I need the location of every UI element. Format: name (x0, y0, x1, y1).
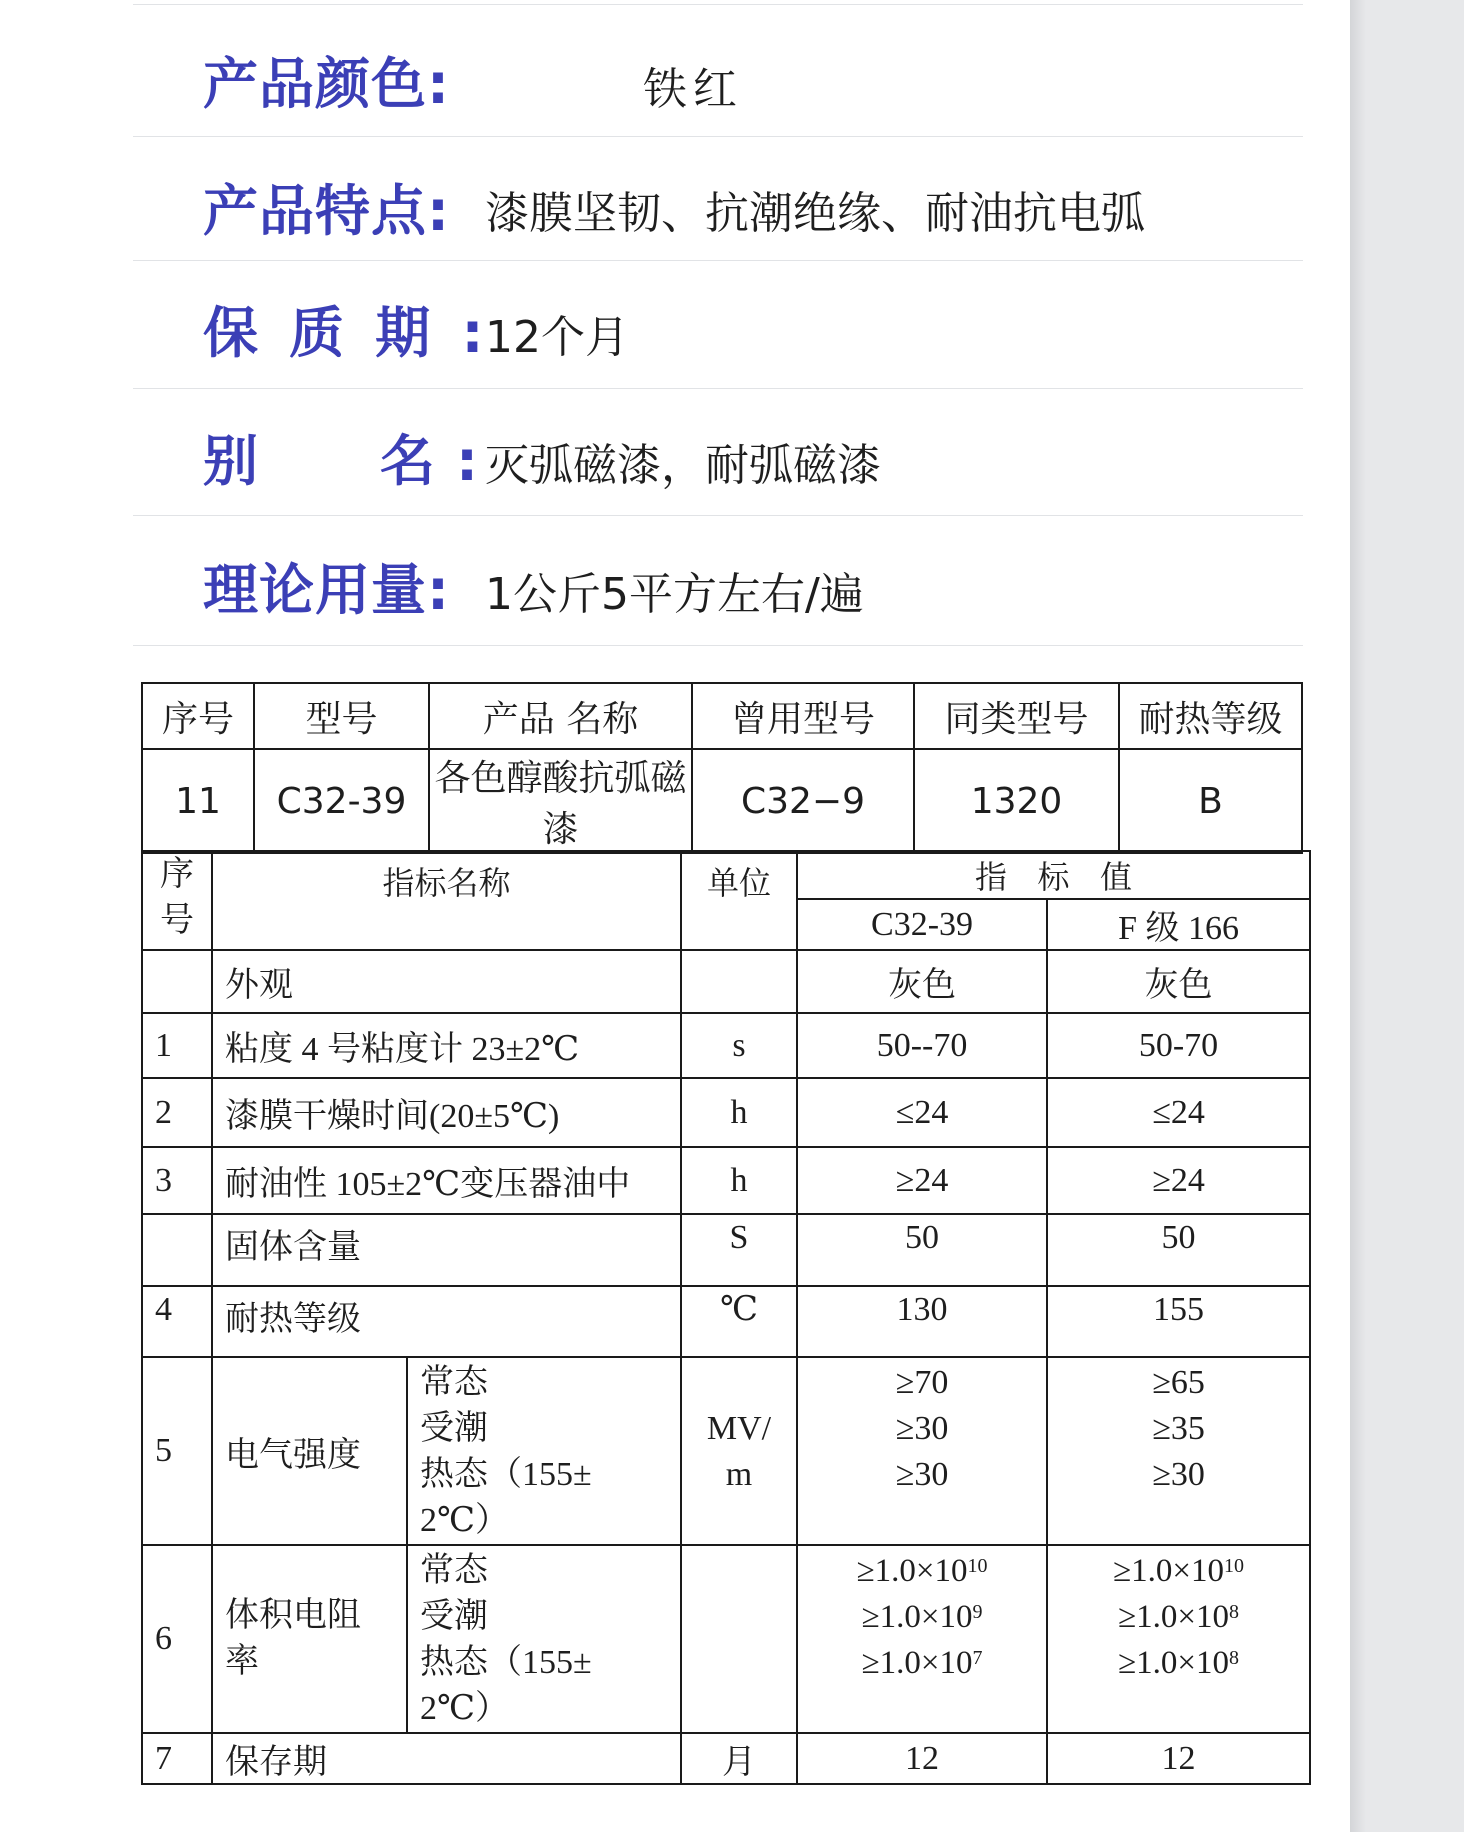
info-row-features (133, 137, 1303, 261)
header-cell: 曾用型号 (692, 683, 914, 749)
header-cell: 序号 (142, 683, 254, 749)
table-cell: C32-39 (254, 749, 429, 853)
row-value-b (1047, 1545, 1310, 1733)
unit-line: MV/ (706, 1410, 772, 1447)
spec-header-row (142, 851, 1310, 899)
name-line: 率 (225, 1643, 259, 1680)
header-no (142, 851, 212, 950)
sub-condition: 热态（155± (420, 1456, 592, 1493)
shelf-life-value: 12个月 (485, 312, 629, 363)
value-line: ≥30 (895, 1456, 949, 1493)
row-unit: ℃ (681, 1286, 797, 1357)
sub-condition: 热态（155± (420, 1644, 592, 1681)
table-row (142, 1214, 1310, 1286)
value-line: $\ge 1.0\times 10^8$ (1118, 1599, 1240, 1635)
header-cell: 型号 (254, 683, 429, 749)
row-no: 2 (142, 1078, 212, 1147)
row-no (142, 1214, 212, 1286)
name-line: 体积电阻 (225, 1597, 361, 1634)
value-line: ≥35 (1152, 1410, 1205, 1447)
row-unit: 月 (681, 1733, 797, 1784)
value-line: ≥30 (895, 1410, 949, 1447)
row-value-b: 灰色 (1047, 950, 1310, 1013)
row-no: 5 (142, 1357, 212, 1545)
header-cell: 同类型号 (914, 683, 1119, 749)
row-no: 4 (142, 1286, 212, 1357)
color-value: 铁红 (643, 64, 743, 115)
value-line: ≥70 (895, 1364, 949, 1401)
row-no: 6 (142, 1545, 212, 1733)
product-table-row (142, 749, 1302, 853)
row-unit: s (681, 1013, 797, 1078)
row-unit (681, 950, 797, 1013)
header-value: 指 标 值 (797, 851, 1310, 899)
row-name: 耐热等级 (212, 1286, 681, 1357)
table-row (142, 950, 1310, 1013)
row-name: 电气强度 (212, 1357, 407, 1545)
info-row-usage (133, 516, 1303, 646)
row-name (212, 1545, 407, 1733)
row-value-a: 12 (797, 1733, 1047, 1784)
value-line: ≥65 (1152, 1364, 1205, 1401)
header-col-b: F 级 166 (1047, 899, 1310, 950)
row-unit (681, 1357, 797, 1545)
sub-condition: 常态 (420, 1364, 488, 1401)
row-value-a: ≤24 (797, 1078, 1047, 1147)
usage-label: 理论用量: (203, 558, 450, 622)
table-cell: 1320 (914, 749, 1119, 853)
row-unit: S (681, 1214, 797, 1286)
row-sub-conditions (407, 1545, 681, 1733)
usage-value: 1公斤5平方左右/遍 (485, 569, 864, 620)
row-name: 保存期 (212, 1733, 681, 1784)
info-row-color (133, 0, 1303, 137)
table-cell: 各色醇酸抗弧磁漆 (429, 749, 692, 853)
divider (133, 4, 1303, 5)
table-row (142, 1147, 1310, 1214)
info-row-alias (133, 389, 1303, 516)
table-row (142, 1013, 1310, 1078)
table-cell: C32−9 (692, 749, 914, 853)
value-line: $\ge 1.0\times 10^9$ (861, 1599, 983, 1635)
header-cell: 产品 名称 (429, 683, 692, 749)
value-line: $\ge 1.0\times 10^8$ (1118, 1645, 1240, 1681)
shelf-life-label: 保 质 期 : (203, 301, 490, 365)
features-label: 产品特点: (203, 179, 450, 243)
row-no (142, 950, 212, 1013)
color-label: 产品颜色: (203, 52, 450, 116)
row-value-a: 灰色 (797, 950, 1047, 1013)
row-value-b (1047, 1357, 1310, 1545)
row-value-a: 50--70 (797, 1013, 1047, 1078)
row-value-b: 50-70 (1047, 1013, 1310, 1078)
alias-label: 别 名 : (203, 429, 480, 493)
row-value-b: ≥24 (1047, 1147, 1310, 1214)
row-value-a: 50 (797, 1214, 1047, 1286)
alias-value: 灭弧磁漆，耐弧磁漆 (485, 440, 881, 491)
table-cell: 11 (142, 749, 254, 853)
row-name: 漆膜干燥时间(20±5℃) (212, 1078, 681, 1147)
sub-condition: 2℃） (420, 1502, 510, 1539)
sub-condition: 受潮 (420, 1598, 488, 1635)
header-col-a: C32-39 (797, 899, 1047, 950)
sub-condition: 常态 (420, 1552, 488, 1589)
page-edge-shadow (1350, 0, 1366, 1832)
value-line: $\ge 1.0\times 10^{10}$ (1113, 1553, 1245, 1589)
row-value-b: 155 (1047, 1286, 1310, 1357)
table-cell: B (1119, 749, 1302, 853)
row-name: 外观 (212, 950, 681, 1013)
product-table (141, 682, 1303, 854)
row-value-b: 12 (1047, 1733, 1310, 1784)
row-unit (681, 1545, 797, 1733)
row-unit: h (681, 1147, 797, 1214)
row-value-b: 50 (1047, 1214, 1310, 1286)
sub-condition: 2℃） (420, 1690, 510, 1727)
row-no: 1 (142, 1013, 212, 1078)
row-name: 粘度 4 号粘度计 23±2℃ (212, 1013, 681, 1078)
row-value-a: ≥24 (797, 1147, 1047, 1214)
row-value-a (797, 1545, 1047, 1733)
spec-table (141, 850, 1311, 1785)
divider (133, 645, 1303, 646)
value-line: $\ge 1.0\times 10^{10}$ (856, 1553, 988, 1589)
sub-condition: 受潮 (420, 1410, 488, 1447)
row-no: 7 (142, 1733, 212, 1784)
row-value-a (797, 1357, 1047, 1545)
table-row (142, 1286, 1310, 1357)
product-table-header (142, 683, 1302, 749)
table-row (142, 1078, 1310, 1147)
header-unit: 单位 (681, 851, 797, 950)
features-value: 漆膜坚韧、抗潮绝缘、耐油抗电弧 (485, 188, 1145, 239)
table-row-volume-resistivity (142, 1545, 1310, 1733)
value-line: ≥30 (1152, 1456, 1205, 1493)
unit-line: m (725, 1456, 753, 1493)
header-name: 指标名称 (212, 851, 681, 950)
value-line: $\ge 1.0\times 10^7$ (861, 1645, 983, 1681)
table-row (142, 1733, 1310, 1784)
row-value-a: 130 (797, 1286, 1047, 1357)
row-unit: h (681, 1078, 797, 1147)
row-no: 3 (142, 1147, 212, 1214)
header-cell: 耐热等级 (1119, 683, 1302, 749)
row-name: 固体含量 (212, 1214, 681, 1286)
table-row-electric-strength (142, 1357, 1310, 1545)
header-no-text: 序号 (160, 856, 194, 939)
info-row-shelf-life (133, 261, 1303, 389)
row-sub-conditions (407, 1357, 681, 1545)
row-value-b: ≤24 (1047, 1078, 1310, 1147)
row-name: 耐油性 105±2℃变压器油中 (212, 1147, 681, 1214)
